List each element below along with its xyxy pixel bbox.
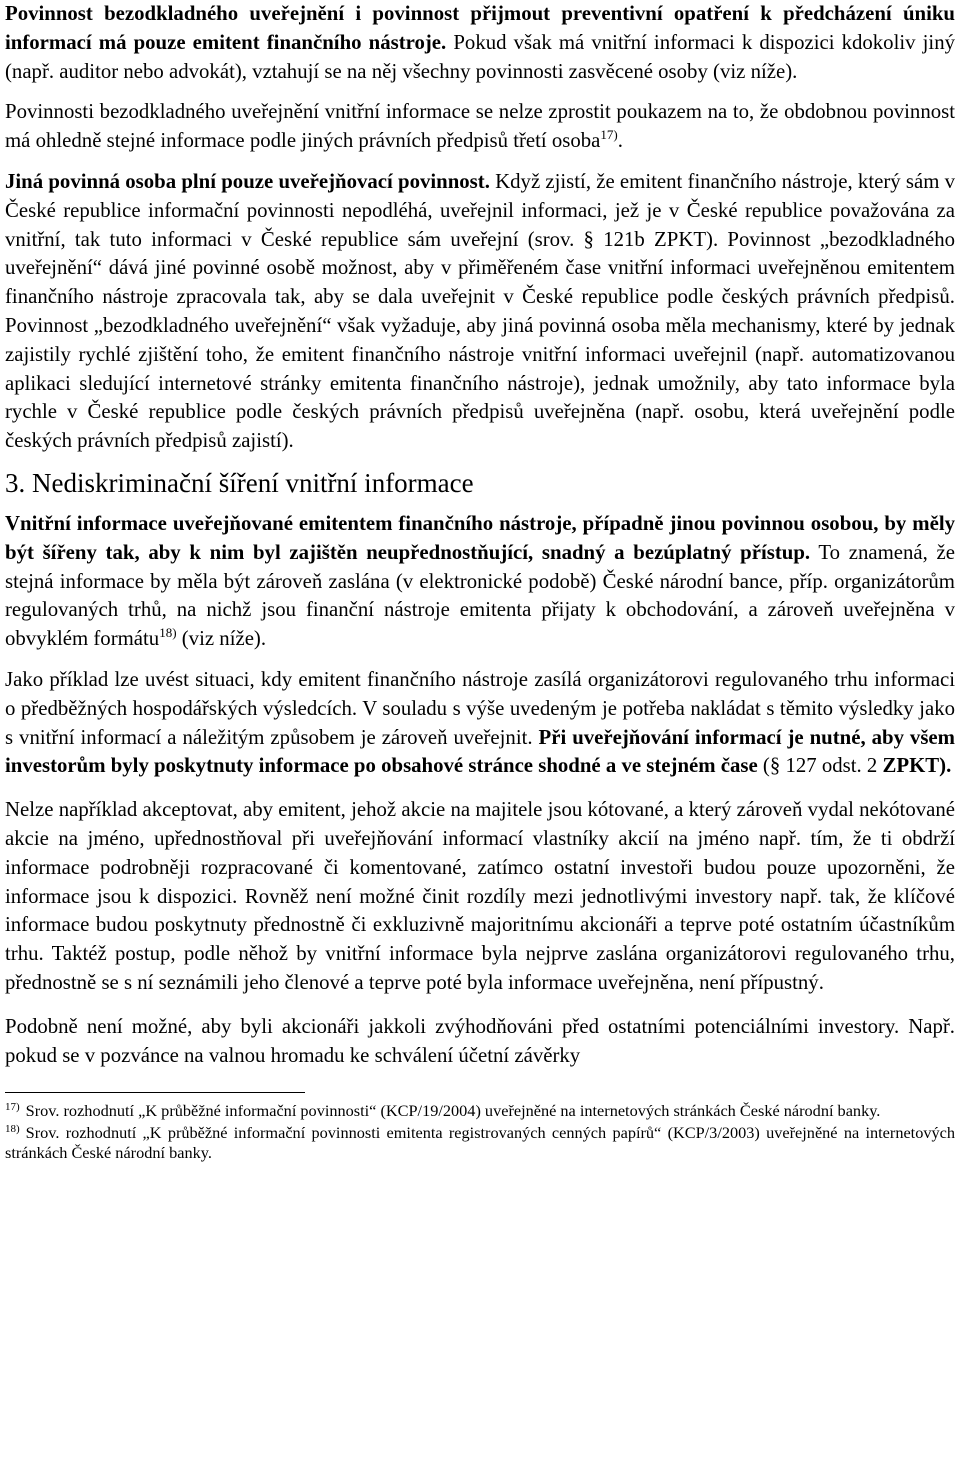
- paragraph-bold-lead: Vnitřní informace uveřejňované emitentem finančního nástroje, případně jinou povinnou osobou, by měly být šířeny tak, aby k nim byl zajištěn neupřednostňující, snadný a bezúplatný přístup.: [5, 511, 955, 564]
- paragraph-text: Podobně není možné, aby byli akcionáři jakkoli zvýhodňováni před ostatními potenciálními investory. Např. pokud se v pozvánce na valnou hromadu ke schválení účetní závěrky: [5, 1014, 955, 1067]
- paragraph-example: [5, 666, 955, 781]
- paragraph-text: Jako příklad lze uvést situaci, kdy emitent finančního nástroje zasílá organizátorovi regulovaného trhu informaci o předběžných hospodářských výsledcích. V souladu s výše uvedeným je potřeba nakládat s těmito výsledky jako s vnitřní informací a náležitým způsobem je zároveň uveřejnit.: [5, 667, 955, 749]
- paragraph-text: Pokud však má vnitřní informaci k dispozici kdokoliv jiný (např. auditor nebo advokát), vztahují se na něj všechny povinnosti zasvěcené osoby (viz níže).: [5, 30, 955, 83]
- paragraph-text-end: (viz níže).: [176, 627, 267, 651]
- paragraph-text-law-ref: (§ 127 odst. 2: [757, 754, 883, 778]
- paragraph-no-exemption: [5, 98, 955, 156]
- footnote-ref-18[interactable]: 18): [159, 625, 177, 641]
- paragraph-nondiscriminatory: [5, 510, 955, 654]
- paragraph-bold-statement: Při uveřejňování informací je nutné, aby všem investorům byly poskytnuty informace po obsahové stránce shodné a ve stejném čase: [5, 725, 955, 778]
- paragraph-shareholders: [5, 1013, 955, 1071]
- footnote-text: Srov. rozhodnutí „K průběžné informační povinnosti“ (KCP/19/2004) uveřejněné na internetových stránkách České národní banky.: [25, 1101, 881, 1121]
- paragraph-text: To znamená, že stejná informace by měla být zároveň zaslána (v elektronické podobě) České národní bance, příp. organizátorům regulovaných trhů, na nichž jsou finanční nástroje emitenta přijaty k obchodování, a zároveň uveřejněna v obvyklém formátu: [5, 540, 955, 651]
- paragraph-bold-lead: Povinnost bezodkladného uveřejnění i povinnost přijmout preventivní opatření k předcházení úniku informací má pouze emitent finančního nástroje.: [5, 2, 955, 54]
- footnote-18: [5, 1123, 955, 1163]
- paragraph-bold-lead: Jiná povinná osoba plní pouze uveřejňovací povinnost.: [5, 169, 490, 193]
- section-heading: 3. Nediskriminační šíření vnitřní informace: [5, 467, 474, 498]
- footnote-ref-17[interactable]: 17): [600, 127, 618, 143]
- paragraph-other-person: [5, 168, 955, 456]
- paragraph-issuer-obligation: [5, 0, 955, 86]
- footnote-text: Srov. rozhodnutí „K průběžné informační povinnosti emitenta registrovaných cenných papírů“ (KCP/3/2003) uveřejněné na internetových stránkách České národní banky.: [5, 1123, 955, 1163]
- document-page: [5, 0, 955, 1163]
- paragraph-text: Povinnosti bezodkladného uveřejnění vnitřní informace se nelze zprostit poukazem na to, že obdobnou povinnost má ohledně stejné informace podle jiných právních předpisů třetí osoba: [5, 100, 955, 153]
- paragraph-bold-end: ZPKT).: [882, 754, 952, 778]
- footnote-mark: 18): [5, 1123, 20, 1136]
- paragraph-unacceptable: [5, 796, 955, 998]
- paragraph-text-end: .: [617, 129, 623, 153]
- footnote-17: [5, 1101, 955, 1121]
- paragraph-text: Nelze například akceptovat, aby emitent, jehož akcie na majitele jsou kótované, a který zároveň vydal nekótované akcie na jméno, upřednostňoval při uveřejňování informací vlastníky akcií na jméno např. tím, že ti obdrží informace podrobněji rozpracované či komentované, zatímco ostatní investoři budou pouze upozorněni, že informace jsou k dispozici. Rovněž není možné činit rozdíly mezi jednotlivými investory např. tak, že klíčové informace budou poskytnuty přednostně či exkluzivně majoritnímu akcionáři a teprve poté ostatním účastníkům trhu. Taktéž postup, podle něhož by vnitřní informace byla nejprve zaslána organizátorovi regulovaného trhu, přednostně se s ní seznámili jeho členové a teprve poté byla informace uveřejněna, není přípustný.: [5, 798, 955, 994]
- footnote-separator: [5, 1092, 305, 1093]
- footnote-mark: 17): [5, 1101, 20, 1114]
- paragraph-text: Když zjistí, že emitent finančního nástroje, který sám v České republice informační povinnosti nepodléhá, uveřejnil informaci, jež je v České republice považována za vnitřní, tak tuto informaci v České republice sám uveřejní (srov. § 121b ZPKT). Povinnost „bezodkladného uveřejnění“ dává jiné povinné osobě možnost, aby v přiměřeném čase vnitřní informaci uveřejněnou emitentem finančního nástroje zpracovala tak, aby se dala uveřejnit v České republice podle českých právních předpisů. Povinnost „bezodkladného uveřejnění“ však vyžaduje, aby jiná povinná osoba měla mechanismy, které by jednak zajistily rychlé zjištění toho, že emitent finančního nástroje vnitřní informaci uveřejnil (např. automatizovanou aplikaci sledující internetové stránky emitenta finančního nástroje), jednak umožnily, aby tato informace byla rychle v České republice podle českých právních předpisů uveřejněna (např. osobu, která uveřejnění podle českých právních předpisů zajistí).: [5, 169, 955, 453]
